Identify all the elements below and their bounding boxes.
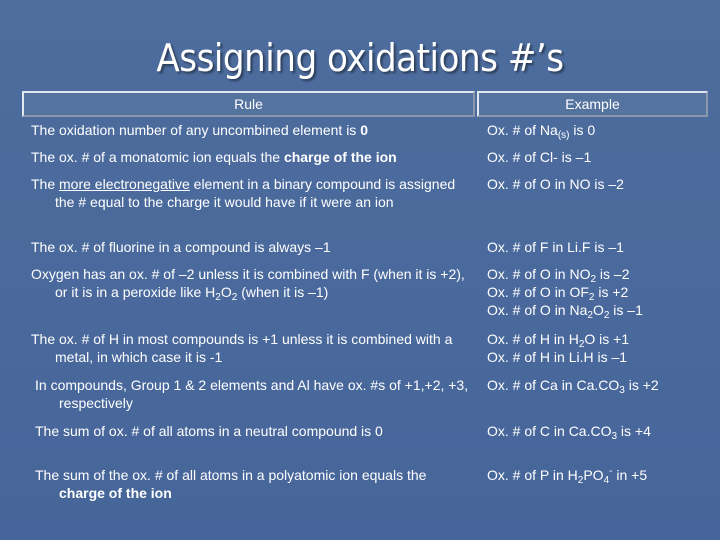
- rule-text: The ox. # of fluorine in a compound is always –1: [31, 239, 331, 255]
- example-text: Ox. # of P in $H_2PO_4^-$ in +5: [487, 466, 648, 486]
- header-rule: Rule: [22, 91, 475, 117]
- rule-text: The more electronegative element in a binary compound is assigned the # equal to the charge it would have if it were an ion: [31, 176, 456, 210]
- example-text: Ox. # of H in $H_2O$ is +1 Ox. # of H in Li.H is –1: [487, 331, 630, 365]
- rule-text: The oxidation number of any uncombined element is 0: [31, 122, 368, 138]
- rule-text: The ox. # of H in most compounds is +1 unless it is combined with a metal, in which case it is -1: [31, 331, 453, 365]
- header-example: Example: [477, 91, 708, 117]
- rule-text: In compounds, Group 1 & 2 elements and Al have ox. #s of +1,+2, +3, respectively: [35, 377, 469, 411]
- example-text: Ox. # of Ca in $Ca.CO_3$ is +2: [487, 377, 659, 396]
- rules-table: [22, 91, 708, 501]
- table-header: [22, 91, 708, 115]
- example-text: Ox. # of O in $NO_2$ is –2 Ox. # of O in $OF_2$ is +2 Ox. # of O in $Na_2O_2$ is –1: [487, 266, 643, 321]
- rule-text: The sum of the ox. # of all atoms in a polyatomic ion equals the charge of the ion: [35, 467, 427, 501]
- rule-text: The sum of ox. # of all atoms in a neutral compound is 0: [35, 423, 383, 439]
- example-text: Ox. # of F in Li.F is –1: [487, 239, 624, 255]
- example-text: Ox. # of $Na_{(s)}$ is 0: [487, 122, 596, 141]
- slide-title: Assigning oxidations #’s: [156, 36, 564, 80]
- rule-text: The ox. # of a monatomic ion equals the charge of the ion: [31, 149, 397, 165]
- example-text: Ox. # of Cl- is –1: [487, 149, 592, 165]
- rule-text: Oxygen has an ox. # of –2 unless it is combined with F (when it is +2), or it is in a peroxide like $H_2O_2$ (when it is –1): [31, 266, 465, 303]
- example-text: Ox. # of O in NO is –2: [487, 176, 624, 192]
- example-text: Ox. # of C in $Ca.CO_3$ is +4: [487, 423, 651, 442]
